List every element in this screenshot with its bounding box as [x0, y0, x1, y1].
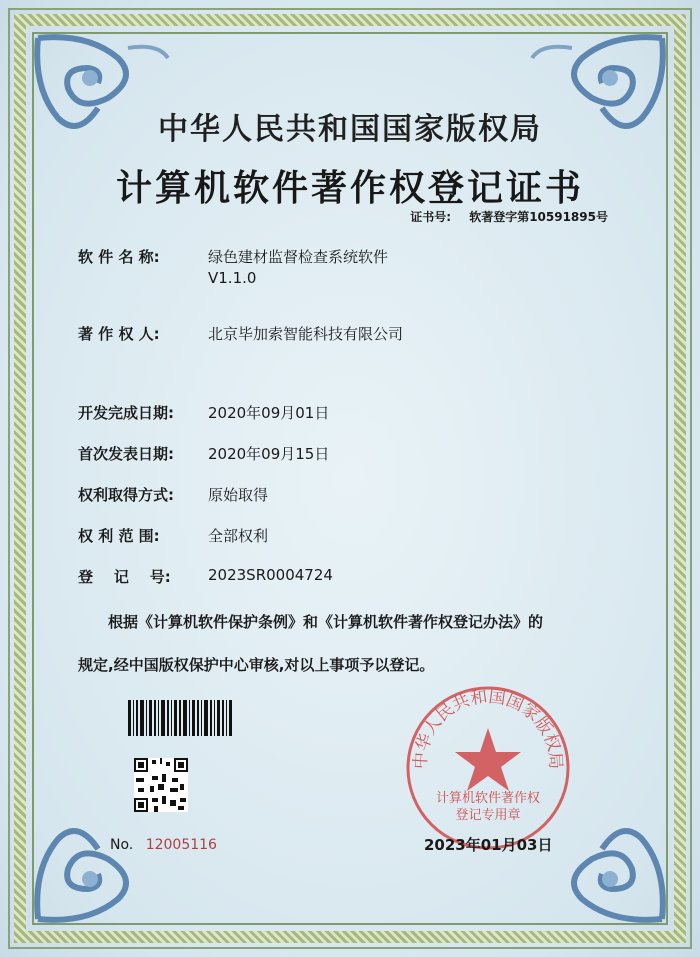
barcode-image [128, 700, 234, 736]
field-value: 2023SR0004724 [208, 566, 333, 584]
issue-date: 2023年01月03日 [424, 836, 553, 854]
certificate-title: 计算机软件著作权登记证书 [115, 168, 584, 209]
statement-line-2: 规定,经中国版权保护中心审核,对以上事项予以登记。 [78, 656, 435, 674]
field-label: 开发完成日期: [78, 404, 174, 422]
field-value: 全部权利 [208, 527, 269, 545]
seal-center-line-2: 登记专用章 [455, 808, 521, 823]
seal-center-text [400, 790, 576, 824]
field-label: 权 利 范 围: [78, 527, 160, 545]
seal-center-line-1: 计算机软件著作权 [435, 791, 540, 806]
corner-ornament-bottom-left [28, 809, 178, 929]
field-label: 首次发表日期: [78, 445, 174, 463]
certificate-number [410, 208, 608, 225]
field-label: 权利取得方式: [78, 486, 174, 504]
field-copyright-owner [78, 323, 403, 344]
field-rights-scope [78, 525, 268, 546]
statement-line-1: 根据《计算机软件保护条例》和《计算机软件著作权登记办法》的 [108, 613, 544, 631]
issuing-authority: 中华人民共和国国家版权局 [158, 112, 542, 147]
qr-code-image [134, 758, 188, 812]
field-label: 软 件 名 称: [78, 248, 160, 266]
field-value: 2020年09月01日 [208, 404, 330, 422]
field-software-name [78, 246, 388, 287]
certificate-number-label: 证书号: [410, 210, 451, 224]
field-value: 原始取得 [208, 486, 269, 504]
certificate-number-value: 软著登字第10591895号 [469, 210, 608, 224]
field-value-wrap [208, 246, 388, 287]
official-seal-stamp [400, 680, 576, 856]
field-version: V1.1.0 [208, 269, 257, 287]
field-acquire-method [78, 484, 268, 505]
field-value: 2020年09月15日 [208, 445, 330, 463]
field-value: 绿色建材监督检查系统软件 [208, 248, 389, 266]
serial-number-value: 12005116 [145, 837, 217, 853]
field-label: 登 记 号: [78, 568, 171, 586]
serial-number [110, 837, 217, 853]
svg-text:中华人民共和国国家版权局: 中华人民共和国国家版权局 [410, 686, 566, 770]
field-label: 著 作 权 人: [78, 325, 160, 343]
field-dev-complete-date [78, 402, 329, 423]
field-first-publish-date [78, 443, 329, 464]
field-value: 北京毕加索智能科技有限公司 [208, 325, 404, 343]
serial-number-label: No. [110, 837, 134, 853]
field-registration-number [78, 566, 333, 587]
